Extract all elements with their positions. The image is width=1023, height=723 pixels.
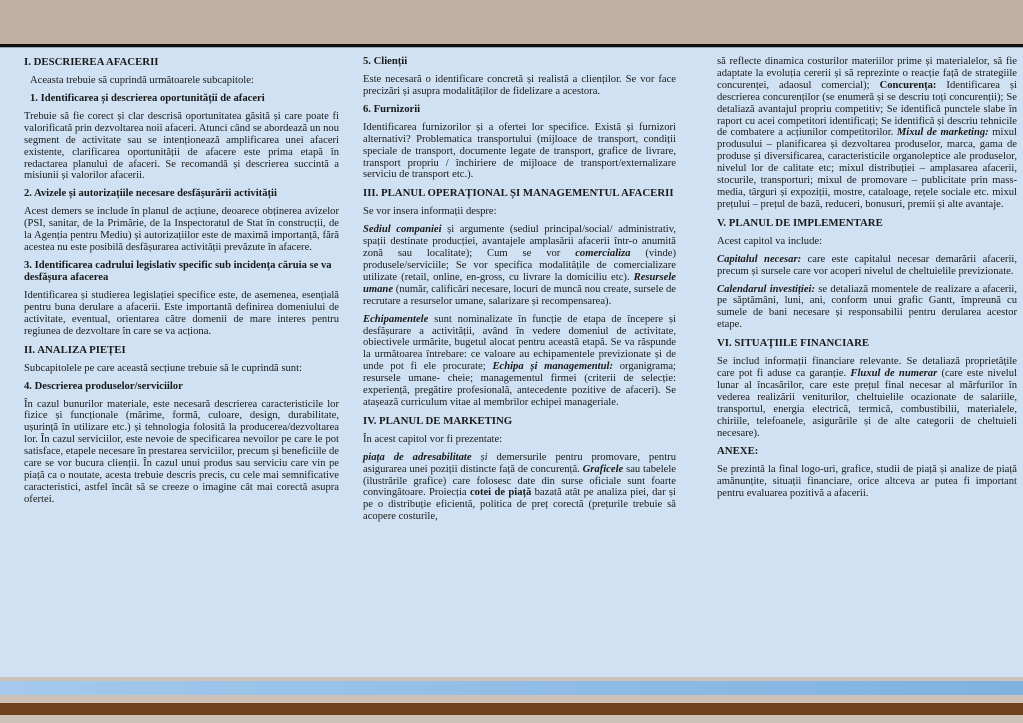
subsection-text-2: Acest demers se include în planul de acțiune, deoarece obținerea avizelor (PSI, sanitar, de la Primărie, de la Inspectoratul de Stat în construcții, de la Agenția pentru Mediu) și autorizațiilor este de maximă importanță, fără acestea nu este posibilă desfășurarea activității prevăzute în afacere. (24, 206, 339, 254)
paragraph-concurenta (717, 56, 1017, 211)
footer-blue-stripe (0, 681, 1023, 695)
subsection-text-5: Este necesară o identificare concretă și realistă a clienților. Se vor face precizări și asupra modalităților de fidelizare a acestora. (363, 74, 676, 97)
brochure-page (0, 48, 1023, 678)
text: (vinde) produsele/serviciile; Se vor specifica modalitățile de comercializare utilizate (retail, online, en-gross, cu livrare la domiciliu etc). (363, 248, 676, 283)
header-band (0, 0, 1023, 44)
subsection-heading-3: 3. Identificarea cadrului legislativ specific sub incidența căruia se va desfășura afacerea (24, 259, 332, 283)
emphasis: Capitalul necesar: (717, 253, 802, 265)
column-1 (24, 56, 339, 512)
emphasis: Fluxul de numerar (850, 368, 938, 380)
paragraph-piata (363, 452, 676, 523)
section-heading-situatiile-financiare: VI. SITUAȚIILE FINANCIARE (717, 337, 870, 350)
section-intro: Aceasta trebuie să cuprindă următoarele subcapitole: (30, 75, 254, 86)
column-3 (717, 56, 1017, 506)
subsection-text-6: Identificarea furnizorilor și a ofertei lor specifice. Există și furnizori alternativi? Problematica transportului (mijloace de transport, condiții speciale de transport, documente legate de transport, grafice de livrare, transport propriu / închiriere de mijloace de transport/externalizare serviciu de transport etc.). (363, 121, 676, 181)
emphasis: comercializa (575, 248, 631, 260)
emphasis: cotei de piață (469, 487, 532, 499)
text: organigrama; resursele umane- cheie; managementul firmei (criterii de selecție: experiență, pregătire profesională, antecedente pozitive de afaceri). Se atașează curriculum vitae al membrilor echipei manageriale. (363, 361, 676, 408)
paragraph-sediul (363, 224, 676, 307)
footer-band (0, 677, 1023, 723)
section-heading-analiza-pietei: II. ANALIZA PIEȚEI (24, 343, 126, 356)
subsection-text-1: Trebuie să fie corect și clar descrisă oportunitatea găsită și care poate fi valorificată prin dezvoltarea noii afaceri. Atunci când se abordează un nou segment de activitate sau se intenționează amplificarea unei afaceri existente, clarificarea oportunității de afacere este prima etapă în redactarea planului de afaceri. Se recomandă și descrierea succintă a misiunii și valorilor afacerii. (24, 110, 340, 182)
section-heading-planul-de-marketing: IV. PLANUL DE MARKETING (363, 414, 513, 427)
text: demersurile pentru promovare, pentru asigurarea unei poziții distincte față de concurență. (363, 451, 676, 475)
text: se detaliază momentele de realizare a afacerii, pe săptămâni, luni, ani, conform unui grafic Gantt, împreună cu sumele de bani necesare și responsabilii pentru derularea acestor etape. (717, 283, 1017, 331)
section-heading-descrierea-afacerii: I. DESCRIEREA AFACERII (24, 56, 159, 68)
emphasis: Mixul de marketing: (896, 127, 989, 139)
text: sunt nominalizate în funcție de etapa de începere și desfășurare a activității, având în vedere domeniul de activitate, obiectivele urmărite, bugetul alocat pentru această etapă. Se va răspunde la următoarea întrebare: ce valoare au echipamentele previzionate și de unde pot fi ele procurate; (363, 313, 676, 373)
column-2 (363, 56, 676, 529)
section-heading-planul-de-implementare: V. PLANUL DE IMPLEMENTARE (717, 216, 883, 229)
paragraph-anexe: Se prezintă la final logo-uri, grafice, studii de piață și analize de piață amănunțite, situații financiare, orice altceva ar putea fi important pentru evaluarea pozitivă a afacerii. (717, 464, 1017, 500)
text: Se includ informații financiare relevante. Se detaliază proprietățile care pot fi aduse ca garanție. (717, 356, 1017, 380)
section-intro: Se vor insera informații despre: (363, 206, 497, 218)
text: (care este nivelul lunar al încasărilor, care este prețul final necesar al mărfurilor în vederea realizării veniturilor, cheltuielile ocazionate de salariile, transportul, energia electrică, termică, combustibilii, materialele, chiriile, telefoanele, asigurările și de alte categorii de cheltuieli necesare). (717, 368, 1017, 439)
text: și argumente (sediul principal/social/ administrativ, spații destinate producției, avantajele amplasării afacerii într-o anumită zonă sau localitate); Cum se vor (363, 224, 676, 260)
text: mixul produsului – planificarea și dezvoltarea produselor, marca, gama de produse și diversificarea, caracteristicile organoleptice ale produselor, nivelul lor de calitate etc; mixul distribuției – amplasarea afacerii, stocurile, transporturi; mixul de promovare – publicitate prin mass-media, târguri și expoziții, mostre, cataloage, rețele sociale etc. mixul prețului – prețul de bază, reduceri, bonusuri, premii și alte avantaje. (717, 127, 1017, 210)
emphasis: Calendarul investiției: (717, 283, 816, 295)
section-intro: În acest capitol vor fi prezentate: (363, 433, 503, 445)
text: bazată atât pe analiza piei, dar și pe o distribuție eficientă, politica de preț corectă (prețurile trebuie să acopere costurile, (363, 487, 676, 523)
paragraph-calendarul (717, 284, 1017, 332)
emphasis: Sediul companiei (363, 224, 442, 236)
subsection-heading-4: 4. Descrierea produselor/serviciilor (24, 380, 183, 392)
subsection-heading-5: 5. Clienții (363, 56, 408, 67)
emphasis: Echipamentele (363, 313, 429, 325)
paragraph-echipamentele (363, 314, 676, 409)
text: (număr, calificări necesare, locuri de muncă nou create, sursele de recrutare a resurselor umane, salarizare și recompensarea). (363, 283, 676, 307)
subsection-text-3: Identificarea și studierea legislației specifice este, de asemenea, esențială pentru buna derulare a afacerii. Este importantă definirea domeniului de activitate, eventual, orientarea către domenii de mare interes pentru regiunea de dezvoltare în care se va acționa. (24, 289, 339, 337)
section-intro: Acest capitol va include: (717, 235, 823, 247)
section-intro: Subcapitolele pe care această secțiune trebuie să le cuprindă sunt: (24, 362, 302, 374)
paragraph-capitalul (717, 254, 1017, 278)
emphasis: piața de adresabilitate (363, 451, 472, 463)
emphasis: Graficele (582, 463, 624, 475)
subsection-heading-2: 2. Avizele și autorizațiile necesare desfășurării activității (24, 188, 277, 200)
emphasis: Echipa și managementul: (492, 361, 613, 373)
emphasis: Resursele umane (363, 271, 676, 295)
section-heading-planul-operational: III. PLANUL OPERAȚIONAL ȘI MANAGEMENTUL AFACERII (363, 187, 674, 200)
subsection-heading-1: 1. Identificarea și descrierea oportunității de afaceri (30, 92, 265, 104)
emphasis: și (471, 451, 488, 463)
subsection-text-4: În cazul bunurilor materiale, este necesară descrierea caracteristicile lor fizice și funcționale (mărime, formă, culoare, design, durabilitate, ușurință în utilizare etc.) și tehnologia folosită la producerea/dezvoltarea lor. În cazul serviciilor, este nevoie de specificarea nevoilor pe care le pot satisface, etapele necesare în prestarea serviciilor, precum și beneficiile de care se vor bucura clienții. În cazul unui produs sau serviciu care vin pe piață ca o noutate, acesta trebuie descris precis, cu cele mai semnificative caracteristici, astfel încât să se creeze o imagine cât mai corectă asupra ofertei. (24, 398, 339, 505)
paragraph-financiare (717, 356, 1017, 439)
emphasis: Concurența: (879, 79, 937, 91)
text: Identificarea și descrierea concurenților (se enumeră și se descriu toți concurenții); Se detaliază avantajul propriu competitiv; Se identifică punctele slabe în raport cu acei competitori identificați; Se identifică și descriu tehnicile de combatere a acțiunilor competitorilor. (717, 79, 1017, 139)
section-heading-anexe: ANEXE: (717, 445, 759, 458)
subsection-heading-6: 6. Furnizorii (363, 103, 421, 115)
text: care este capitalul necesar demarării afacerii, precum și sursele care vor acoperi nivelul de cheltuielile previzionate. (717, 253, 1017, 277)
text: sau tabelele (ilustrările grafice) care folosesc date din surse oficiale sunt foarte convingătoare. Proiecția (363, 463, 676, 499)
footer-brown-stripe (0, 703, 1023, 715)
text: să reflecte dinamica costurilor materiilor prime și materialelor, să fie adaptate la evoluția cererii și să reprezinte o reacție față de strategiile concurenței, adaosul comercial); (717, 56, 1017, 91)
